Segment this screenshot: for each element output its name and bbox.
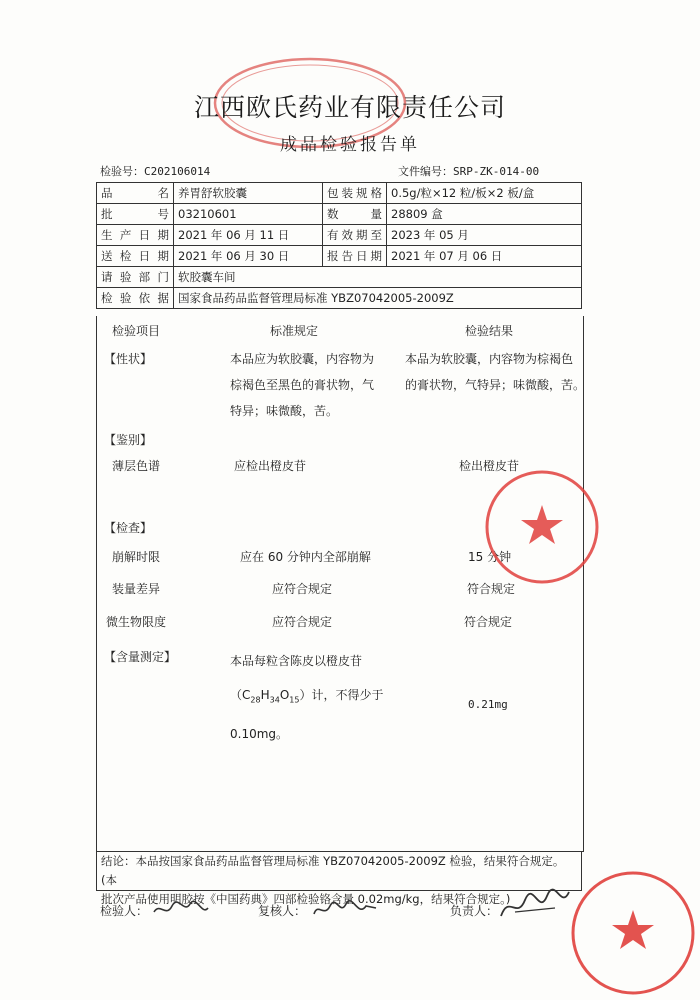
check-result-microbial: 符合规定 [464, 615, 513, 629]
label-production-date: 生产日期 [97, 225, 174, 246]
value-report-date: 2021 年 07 月 06 日 [387, 246, 582, 267]
column-standard: 标准规定 [270, 324, 319, 338]
column-item: 检验项目 [112, 324, 161, 338]
inspector-signature [150, 898, 210, 924]
check-result-disintegration: 15 分钟 [468, 550, 512, 564]
label-package: 包装规格 [323, 183, 387, 204]
reviewer-label: 复核人： [258, 904, 307, 918]
check-item-disintegration: 崩解时限 [112, 550, 161, 564]
file-number: 文件编号：SRP-ZK-014-00 [398, 165, 540, 178]
column-result: 检验结果 [465, 324, 514, 338]
character-standard-3: 特异；味微酸，苦。 [230, 404, 339, 418]
assay-result: 0.21mg [468, 698, 508, 711]
table-row [97, 267, 582, 288]
value-package: 0.5g/粒×12 粒/板×2 板/盒 [387, 183, 582, 204]
character-standard-1: 本品应为软胶囊，内容物为 [230, 352, 375, 366]
value-production-date: 2021 年 06 月 11 日 [174, 225, 323, 246]
section-check: 【检查】 [104, 521, 153, 535]
value-submit-date: 2021 年 06 月 30 日 [174, 246, 323, 267]
identification-result: 检出橙皮苷 [459, 459, 520, 473]
table-row [97, 288, 582, 309]
character-result-2: 的膏状物，气特异；味微酸，苦。 [405, 378, 586, 392]
label-report-date: 报告日期 [323, 246, 387, 267]
table-row [97, 246, 582, 267]
label-batch: 批号 [97, 204, 174, 225]
responsible-label: 负责人： [450, 904, 499, 918]
check-item-fill-weight: 装量差异 [112, 582, 161, 596]
character-standard-2: 棕褐色至黑色的膏状物，气 [230, 378, 375, 392]
table-row [97, 225, 582, 246]
quality-seal [482, 467, 602, 587]
check-item-microbial: 微生物限度 [106, 615, 167, 629]
section-assay: 【含量测定】 [104, 650, 177, 664]
inspection-number: 检验号：C202106014 [100, 165, 211, 178]
value-batch: 03210601 [174, 204, 323, 225]
identification-item: 薄层色谱 [112, 459, 161, 473]
assay-standard-2: $(C_{28}H_{34}O_{15})$计，不得少于 [230, 688, 384, 705]
conclusion-line-1: 结论：本品按国家食品药品监督管理局标准 YBZ07042005-2009Z 检验，结果符合规定。(本 [101, 854, 565, 887]
info-table [96, 182, 582, 309]
label-quantity: 数量 [323, 204, 387, 225]
check-result-fill-weight: 符合规定 [467, 582, 516, 596]
value-department: 软胶囊车间 [174, 267, 582, 288]
value-quantity: 28809 盒 [387, 204, 582, 225]
check-standard-fill-weight: 应符合规定 [272, 582, 333, 596]
label-department: 请验部门 [97, 267, 174, 288]
value-product: 养胃舒软胶囊 [174, 183, 323, 204]
section-identification: 【鉴别】 [104, 433, 153, 447]
character-result-1: 本品为软胶囊，内容物为棕褐色 [405, 352, 574, 366]
identification-standard: 应检出橙皮苷 [234, 459, 307, 473]
conclusion-line-2: 批次产品使用明胶按《中国药典》四部检验铬含量 0.02mg/kg，结果符合规定。) [101, 892, 511, 906]
label-basis: 检验依据 [97, 288, 174, 309]
table-row [97, 204, 582, 225]
value-basis: 国家食品药品监督管理局标准 YBZ07042005-2009Z [174, 288, 582, 309]
check-standard-disintegration: 应在 60 分钟内全部崩解 [240, 550, 371, 564]
section-character: 【性状】 [104, 352, 153, 366]
company-name: 江西欧氏药业有限责任公司 [193, 93, 506, 122]
reviewer-signature [310, 896, 380, 926]
check-standard-microbial: 应符合规定 [272, 615, 333, 629]
label-submit-date: 送检日期 [97, 246, 174, 267]
value-expiry: 2023 年 05 月 [387, 225, 582, 246]
label-product: 品名 [97, 183, 174, 204]
assay-standard-3: 0.10mg。 [230, 727, 289, 741]
responsible-signature [495, 886, 575, 930]
inspector-label: 检验人： [100, 904, 149, 918]
report-title: 成品检验报告单 [280, 135, 420, 155]
table-row [97, 183, 582, 204]
conclusion-box [96, 851, 582, 906]
assay-standard-1: 本品每粒含陈皮以橙皮苷 [230, 654, 363, 668]
qm-seal [568, 868, 698, 998]
label-expiry: 有效期至 [323, 225, 387, 246]
